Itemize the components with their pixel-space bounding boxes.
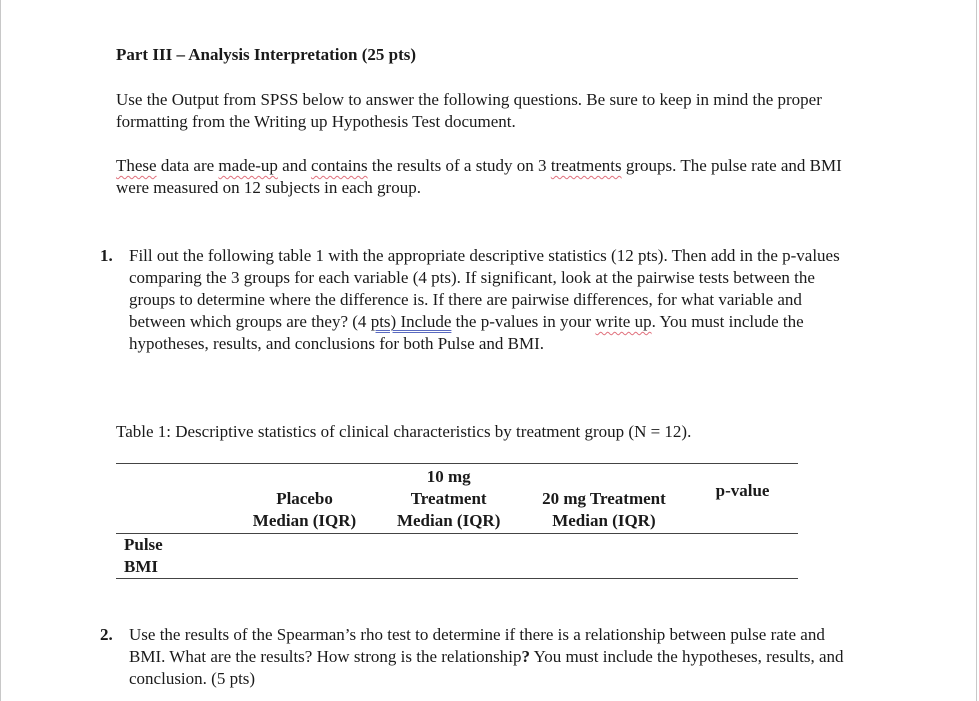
table-cell[interactable] bbox=[232, 556, 376, 579]
text-run: . You must include the hypotheses, results, and conclusions for both Pulse and BMI. bbox=[129, 312, 804, 353]
spellcheck-word[interactable]: treatments bbox=[550, 156, 622, 175]
intro-paragraph-1: Use the Output from SPSS below to answer the following questions. Be sure to keep in mind the proper formatting from the Writing up Hypothesis Test document. bbox=[116, 90, 822, 131]
descriptive-stats-table bbox=[116, 463, 798, 579]
document-body bbox=[116, 44, 876, 199]
table-cell[interactable] bbox=[521, 556, 687, 579]
question-number: 1. bbox=[100, 246, 113, 265]
question-text bbox=[129, 624, 860, 690]
text-run: Fill out the following table 1 with the appropriate descriptive statistics (12 pts). Then add in the p-values comparing the 3 groups for each variable (4 pts). If significant, look at the pairwise tests between the groups to determine where the difference is. If there are pairwise differences, for what variable and between which groups are they? (4 bbox=[129, 246, 840, 331]
spellcheck-word[interactable]: write up bbox=[595, 312, 652, 331]
bold-question-mark: ? bbox=[521, 647, 530, 666]
spellcheck-word[interactable]: These bbox=[116, 156, 157, 175]
header-line: Median (IQR) bbox=[396, 511, 501, 530]
header-pvalue: p-value bbox=[715, 480, 770, 500]
grammar-check-word[interactable]: pts) Include bbox=[370, 312, 452, 331]
text-run: and bbox=[277, 156, 311, 175]
table-row bbox=[116, 556, 798, 579]
header-blank bbox=[116, 464, 232, 534]
text-run: You must include the hypotheses, results, and conclusion. (5 pts) bbox=[129, 647, 844, 688]
text-run: the p-values in your bbox=[451, 312, 596, 331]
header-line: Median (IQR) bbox=[252, 511, 357, 530]
row-label-pulse: Pulse bbox=[124, 535, 163, 554]
row-label-bmi: BMI bbox=[124, 557, 158, 576]
question-1 bbox=[100, 245, 860, 355]
table-cell[interactable] bbox=[687, 534, 798, 557]
header-line: Placebo bbox=[276, 489, 333, 508]
header-20mg bbox=[521, 464, 687, 534]
table-cell[interactable] bbox=[377, 556, 521, 579]
table-cell[interactable] bbox=[687, 556, 798, 579]
table-cell[interactable] bbox=[521, 534, 687, 557]
table-row bbox=[116, 534, 798, 557]
part-heading: Part III – Analysis Interpretation (25 pts) bbox=[116, 45, 417, 64]
intro-paragraph-2 bbox=[116, 155, 876, 199]
question-2 bbox=[100, 624, 860, 690]
table-header-row bbox=[116, 464, 798, 534]
spellcheck-word[interactable]: made-up bbox=[218, 156, 278, 175]
question-number: 2. bbox=[100, 625, 113, 644]
spellcheck-word[interactable]: contains bbox=[310, 156, 368, 175]
header-line: Treatment bbox=[410, 489, 487, 508]
header-line: 10 mg bbox=[426, 467, 471, 486]
header-line: 20 mg Treatment bbox=[542, 489, 666, 508]
table-cell[interactable] bbox=[377, 534, 521, 557]
header-10mg bbox=[377, 464, 521, 534]
text-run: groups. The pulse rate and BMI were measured on 12 subjects in each group. bbox=[116, 156, 842, 197]
table-caption: Table 1: Descriptive statistics of clinical characteristics by treatment group (N = 12). bbox=[116, 422, 692, 441]
header-line: Median (IQR) bbox=[552, 511, 656, 530]
text-run: data are bbox=[156, 156, 219, 175]
question-text bbox=[129, 245, 860, 355]
header-placebo bbox=[232, 464, 376, 534]
text-run: Use the results of the Spearman’s rho test to determine if there is a relationship between pulse rate and BMI. What are the results? How strong is the relationship bbox=[129, 625, 825, 666]
text-run: the results of a study on 3 bbox=[367, 156, 551, 175]
table-cell[interactable] bbox=[232, 534, 376, 557]
